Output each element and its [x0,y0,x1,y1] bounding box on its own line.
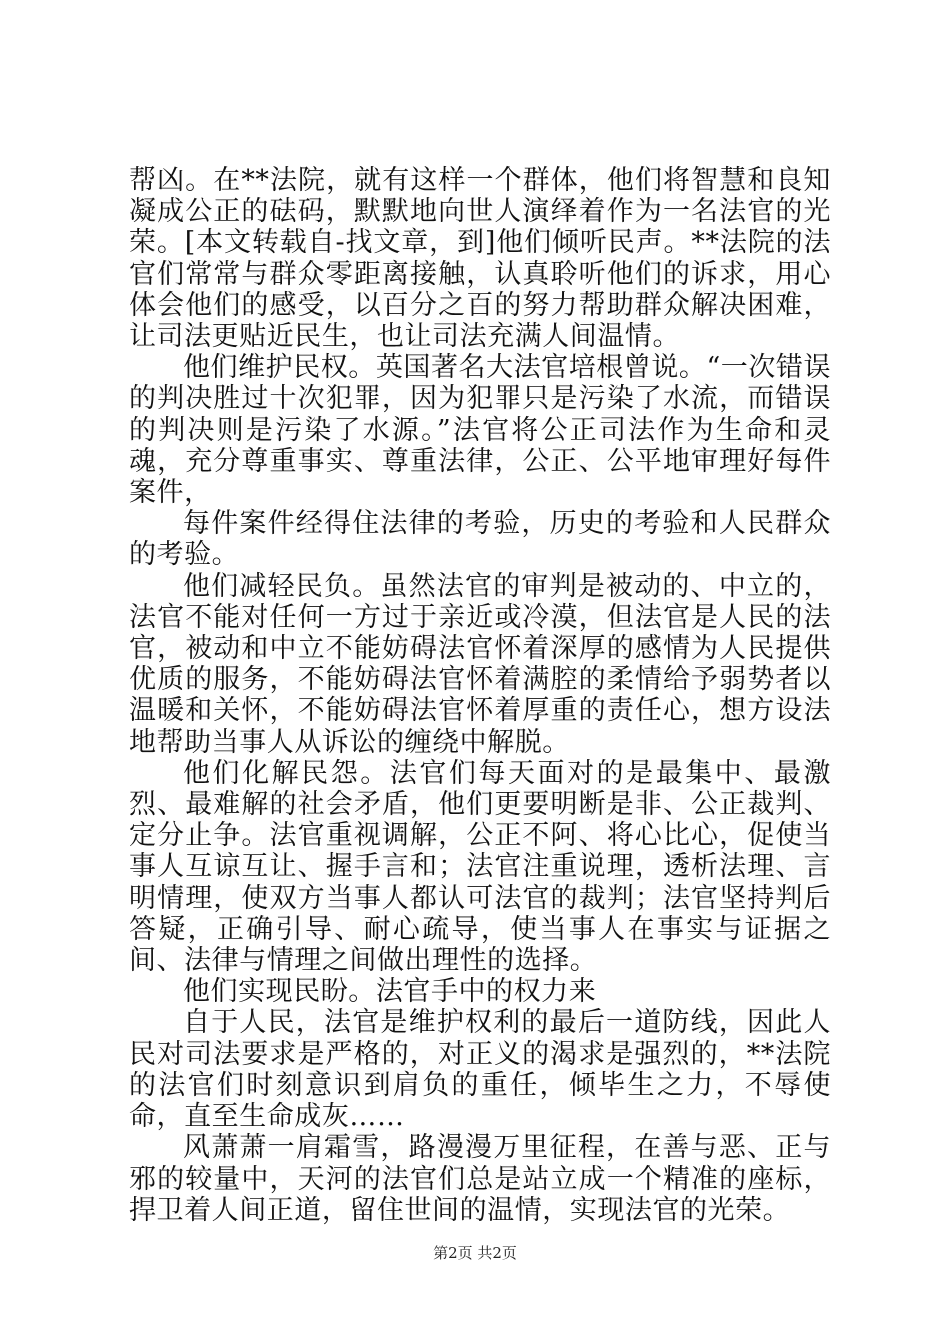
paragraph-7: 自于人民，法官是维护权利的最后一道防线，因此人民对司法要求是严格的，对正义的渴求是强烈的，**法院的法官们时刻意识到肩负的重任，倾毕生之力，不辱使命，直至生命成灰…… [129,1007,831,1133]
paragraph-6: 他们实现民盼。法官手中的权力来 [183,976,597,1008]
paragraph-8: 风萧萧一肩霜雪，路漫漫万里征程，在善与恶、正与邪的较量中，天河的法官们总是站立成一个精准的座标，捍卫着人间正道，留住世间的温情，实现法官的光荣。 [129,1132,831,1226]
paragraph-2: 他们维护民权。英国著名大法官培根曾说。“一次错误的判决胜过十次犯罪，因为犯罪只是污染了水流，而错误的判决则是污染了水源。”法官将公正司法作为生命和灵魂，充分尊重事实、尊重法律，公正、公平地审理好每件案件， [129,352,832,509]
paragraph-1: 帮凶。在**法院，就有这样一个群体，他们将智慧和良知凝成公正的砝码，默默地向世人演绎着作为一名法官的光荣。[本文转载自-找文章，到]他们倾听民声。**法院的法官们常常与群众零距离接触，认真聆听他们的诉求，用心体会他们的感受，以百分之百的努力帮助群众解决困难，让司法更贴近民生，也让司法充满人间温情。 [129,165,831,353]
document-body [129,165,831,1226]
paragraph-4: 他们减轻民负。虽然法官的审判是被动的、中立的，法官不能对任何一方过于亲近或冷漠，但法官是人民的法官，被动和中立不能妨碍法官怀着深厚的感情为人民提供优质的服务，不能妨碍法官怀着满腔的柔情给予弱势者以温暖和关怀，不能妨碍法官怀着厚重的责任心，想方设法地帮助当事人从诉讼的缠绕中解脱。 [129,570,831,758]
paragraph-5: 他们化解民怨。法官们每天面对的是最集中、最激烈、最难解的社会矛盾，他们更要明断是非、公正裁判、定分止争。法官重视调解，公正不阿、将心比心，促使当事人互谅互让、握手言和；法官注重说理，透析法理、言明情理，使双方当事人都认可法官的裁判；法官坚持判后答疑，正确引导、耐心疏导，使当事人在事实与证据之间、法律与情理之间做出理性的选择。 [129,757,831,977]
page-footer: 第2页 共2页 [433,1244,517,1262]
paragraph-3: 每件案件经得住法律的考验，历史的考验和人民群众的考验。 [129,508,831,571]
